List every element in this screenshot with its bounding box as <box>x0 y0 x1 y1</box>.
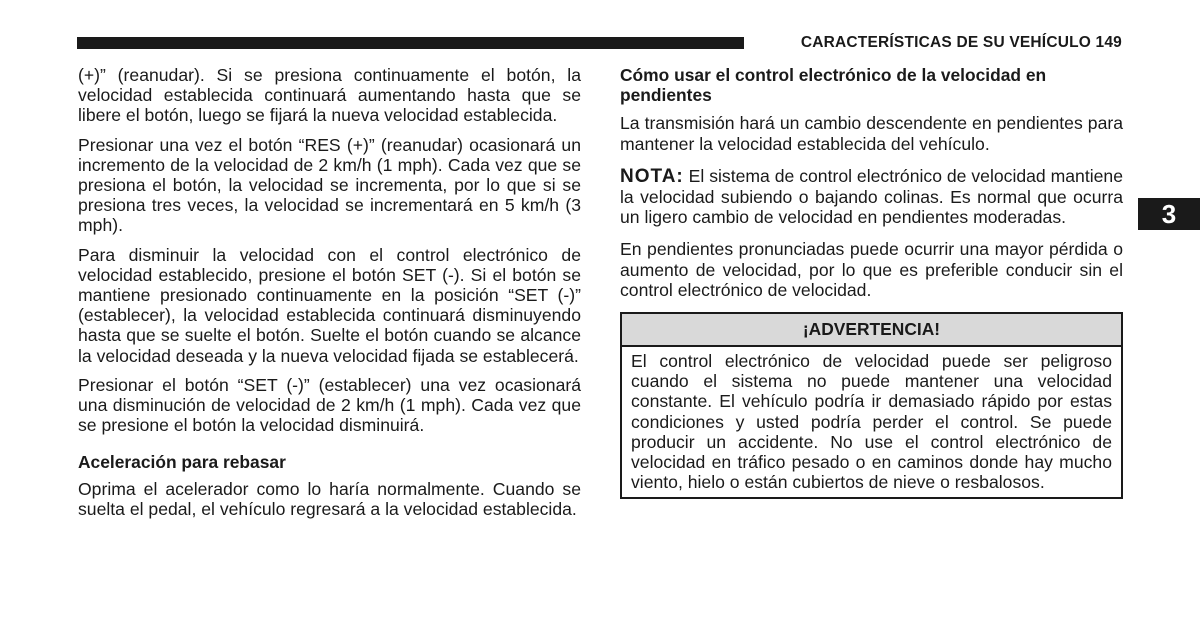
paragraph: Presionar el botón “SET (-)” (establecer) una vez ocasionará una disminución de velocidad de 2 km/h (1 mph). Cada vez que se presione el botón la velocidad disminuirá. <box>78 374 581 436</box>
paragraph: (+)” (reanudar). Si se presiona continuamente el botón, la velocidad establecida continuará aumentando hasta que se libere el botón, luego se fijará la nueva velocidad establecida. <box>78 65 581 126</box>
nota-label: NOTA: <box>620 165 684 187</box>
paragraph: Para disminuir la velocidad con el control electrónico de velocidad establecido, presione el botón SET (-). Si el botón se mantiene presionado continuamente en la posición “SET (-)” (establecer), la velocidad establecida continuará disminuyendo hasta que se suelte el botón. Suelte el botón cuando se alcance la velocidad deseada y la nueva velocidad fijada se establecerá. <box>78 244 581 366</box>
nota-paragraph <box>620 166 1123 228</box>
warning-text: El control electrónico de velocidad puede ser peligroso cuando el sistema no puede mantener una velocidad constante. El vehículo podría ir demasiado rápido por estas condiciones y usted podría perder el control. Se puede producir un accidente. No use el control electrónico de velocidad en tráfico pesado o en caminos donde hay mucho viento, hielo o están cubiertos de nieve o resbalosos. <box>631 351 1112 493</box>
header-rule <box>77 37 744 49</box>
paragraph: En pendientes pronunciadas puede ocurrir una mayor pérdida o aumento de velocidad, por lo que es preferible conducir sin el control electrónico de velocidad. <box>620 239 1123 300</box>
left-column <box>78 65 581 528</box>
chapter-tab: 3 <box>1138 198 1200 230</box>
page-header: CARACTERÍSTICAS DE SU VEHÍCULO 149 <box>800 34 1122 51</box>
paragraph: Presionar una vez el botón “RES (+)” (reanudar) ocasionará un incremento de la velocidad de 2 km/h (1 mph). Cada vez que se presiona el botón, la velocidad se incrementa, por lo que si se presiona tres veces, la velocidad se incrementará en 5 km/h (3 mph). <box>78 134 581 236</box>
section-heading: Aceleración para rebasar <box>78 452 286 473</box>
right-column <box>620 65 1123 499</box>
paragraph: Oprima el acelerador como lo haría normalmente. Cuando se suelta el pedal, el vehículo regresará a la velocidad establecida. <box>78 478 581 519</box>
warning-box <box>620 312 1123 499</box>
warning-title: ¡ADVERTENCIA! <box>622 314 1121 347</box>
section-heading: Cómo usar el control electrónico de la velocidad en pendientes <box>620 65 1047 106</box>
nota-text: El sistema de control electrónico de velocidad mantiene la velocidad subiendo o bajando colinas. Es normal que ocurra un ligero cambio de velocidad en pendientes moderadas. <box>620 165 1123 228</box>
paragraph: La transmisión hará un cambio descendente en pendientes para mantener la velocidad establecida del vehículo. <box>620 113 1123 154</box>
